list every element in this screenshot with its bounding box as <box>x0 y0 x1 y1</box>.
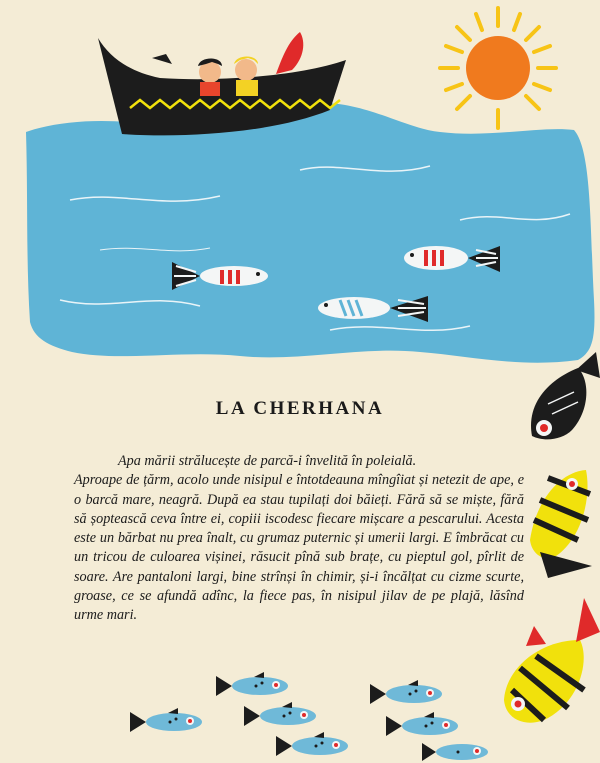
chapter-title: LA CHERHANA <box>215 398 385 419</box>
small-fish-school <box>130 672 488 761</box>
small-fish-1 <box>216 672 288 696</box>
small-fish-7 <box>422 743 488 761</box>
small-fish-2 <box>130 708 202 732</box>
black-fish <box>531 352 600 439</box>
sea-illustration <box>26 103 594 363</box>
small-fish-5 <box>370 680 442 704</box>
paragraph-first: Apa mării strălucește de parcă-i învelită în poleială. <box>118 453 417 469</box>
sun-illustration <box>440 8 556 128</box>
paragraph-rest: Aproape de țărm, acolo unde nisipul e întotdeauna mîngîiat și netezit de ape, e o barcă mare, neagră. După ea stau tupilați doi băieți. Fără să se miște, fără să șoptească ceva între ei, copiii iscodesc fiecare mișcare a pescarului. Acesta este un bărbat nu prea înalt, cu grumaz puternic și umerii largi. E îmbrăcat cu un tricou de culoarea vișinei, răsucit pînă sub brațe, cu pieptul gol, pîrlit de soare. Are pantaloni largi, bine strînși în chimir, și-i încălțat cu cizme scurte, groase, ce se afundă adînc, la fiece pas, în nisipul jilav de pe plajă, lăsînd urme mari. <box>74 472 524 624</box>
small-fish-3 <box>244 702 316 726</box>
small-fish-4 <box>276 732 348 756</box>
yellow-fish-1 <box>530 470 592 578</box>
small-fish-6 <box>386 712 458 736</box>
chapter-body <box>74 452 524 626</box>
